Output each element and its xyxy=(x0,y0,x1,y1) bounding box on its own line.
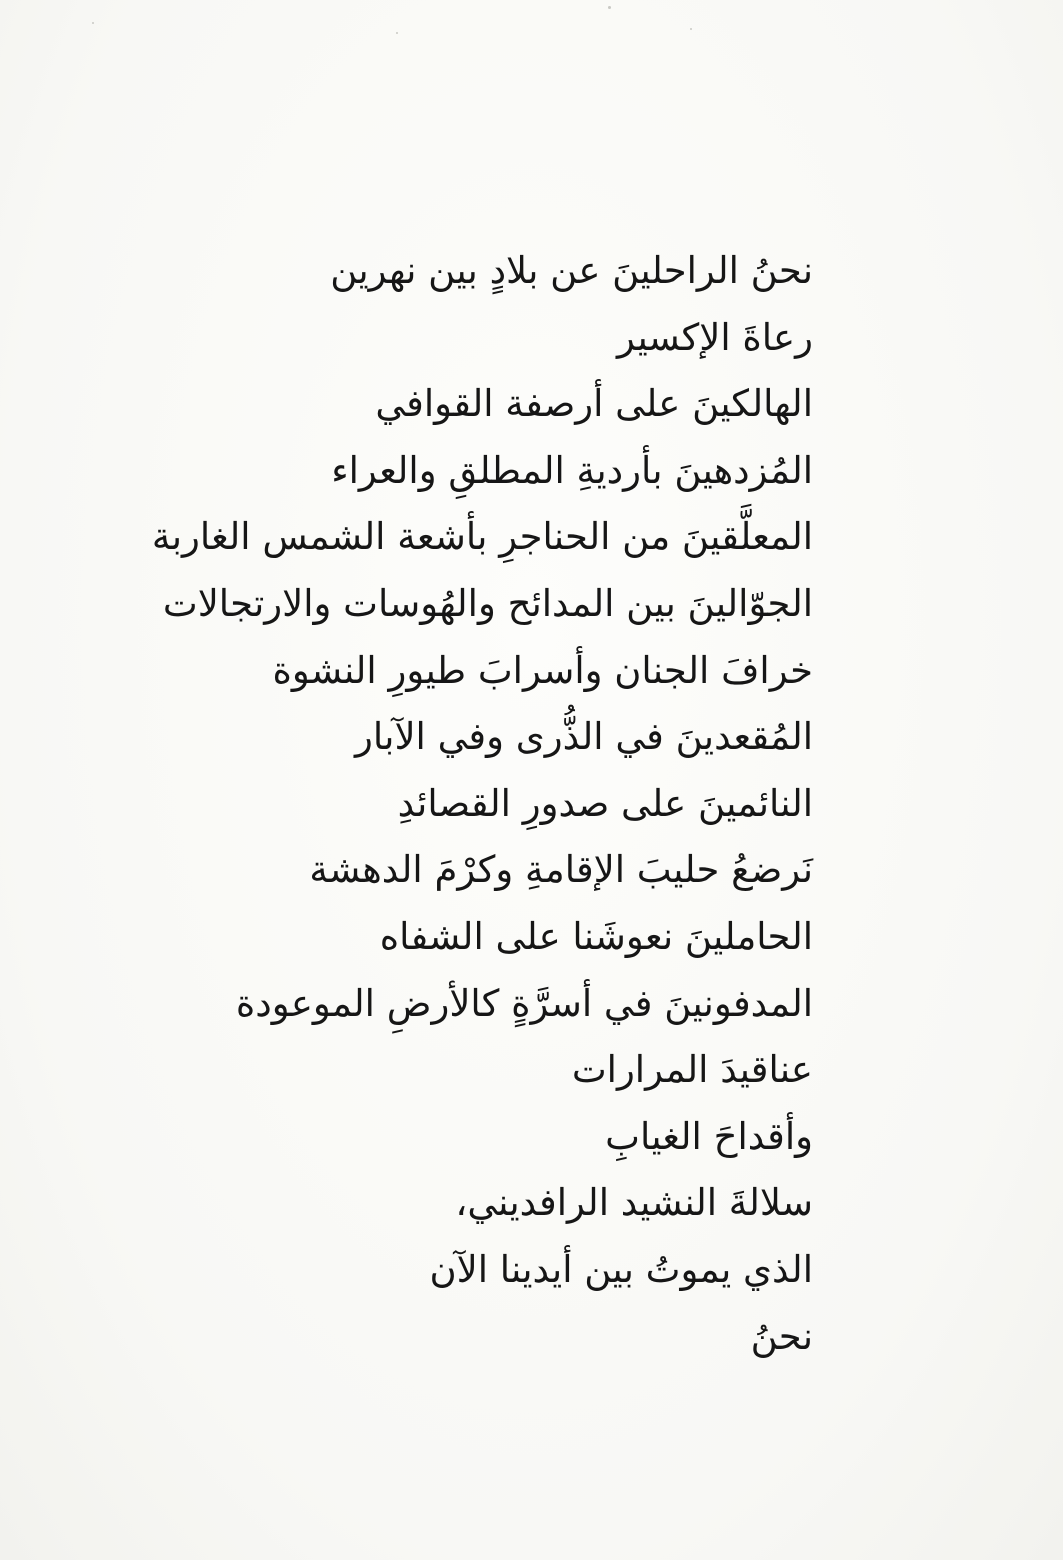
paper-speck xyxy=(92,22,94,24)
poem-line: عناقيدَ المرارات xyxy=(571,1048,813,1092)
poem-line: المعلَّقينَ من الحناجرِ بأشعة الشمس الغاربة xyxy=(151,515,813,559)
poem-line: وأقداحَ الغيابِ xyxy=(605,1114,813,1158)
poem-line: الذي يموتُ بين أيدينا الآن xyxy=(429,1247,813,1291)
paper-speck xyxy=(396,32,398,34)
poem-line: سلالةَ النشيد الرافديني، xyxy=(455,1181,813,1225)
poem-line: خرافَ الجنان وأسرابَ طيورِ النشوة xyxy=(272,648,813,692)
paper-speck xyxy=(690,28,692,30)
poem-line: الهالكينَ على أرصفة القوافي xyxy=(375,382,813,426)
poem-line: المدفونينَ في أسرَّةٍ كالأرضِ الموعودة xyxy=(235,981,813,1025)
poem-line: النائمينَ على صدورِ القصائدِ xyxy=(397,781,813,825)
poem-line: المُقعدينَ في الذُّرى وفي الآبار xyxy=(355,715,813,759)
poem-line: المُزدهينَ بأرديةِ المطلقِ والعراء xyxy=(331,448,813,492)
poem-line: نحنُ الراحلينَ عن بلادٍ بين نهرين xyxy=(330,249,813,292)
poem-line: رعاةَ الإكسير xyxy=(617,315,813,359)
paper-speck xyxy=(608,6,611,9)
poem-line: نَرضعُ حليبَ الإقامةِ وكرْمَ الدهشة xyxy=(309,848,813,892)
poem-line: الجوّالينَ بين المدائح والهُوسات والارتجالات xyxy=(162,581,813,625)
poem-text xyxy=(151,238,813,1370)
poem-line: نحنُ xyxy=(750,1314,813,1358)
poem-line: الحاملينَ نعوشَنا على الشفاه xyxy=(379,914,813,958)
